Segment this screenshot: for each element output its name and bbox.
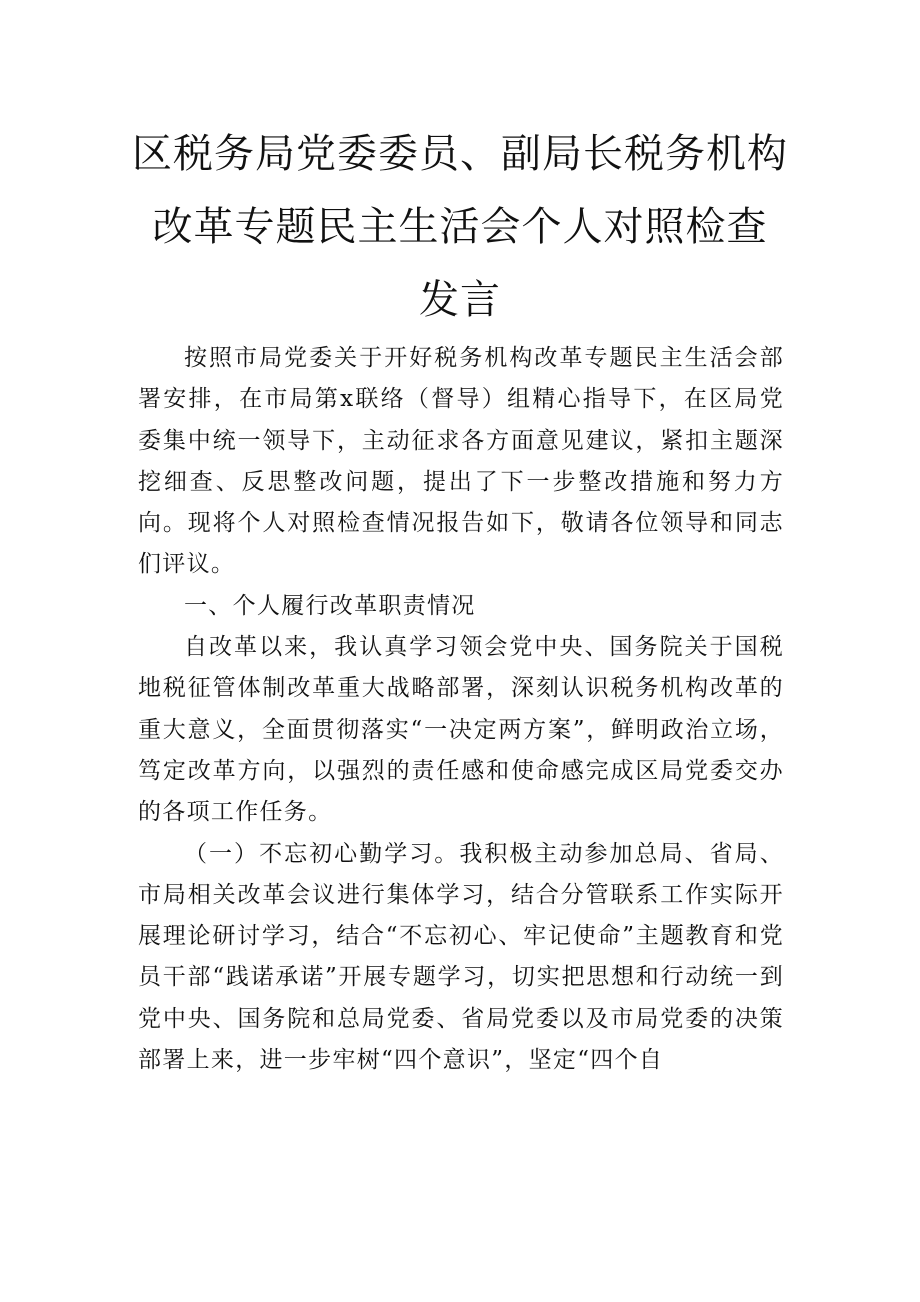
title-line-3: 发言 (419, 277, 501, 323)
document-body (138, 338, 784, 1081)
title-line-2: 改革专题民主生活会个人对照检查 (152, 204, 768, 250)
title-line-1: 区税务局党委委员、副局长税务机构 (132, 131, 788, 177)
section-heading-1: 一、个人履行改革职责情况 (184, 592, 476, 619)
subsection-paragraph-1: （一）不忘初心勤学习。我积极主动参加总局、省局、市局相关改革会议进行集体学习，结合分管联系工作实际开展理论研讨学习，结合“不忘初心、牢记使命”主题教育和党员干部“践诺承诺”开展专题学习，切实把思想和行动统一到党中央、国务院和总局党委、省局党委以及市局党委的决策部署上来，进一步牢树“四个意识”，坚定“四个自 (138, 840, 784, 1074)
document-title (100, 118, 820, 337)
intro-paragraph: 按照市局党委关于开好税务机构改革专题民主生活会部署安排，在市局第x联络（督导）组精心指导下，在区局党委集中统一领导下，主动征求各方面意见建议，紧扣主题深挖细查、反思整改问题，提出了下一步整改措施和努力方向。现将个人对照检查情况报告如下，敬请各位领导和同志们评议。 (138, 345, 784, 578)
body-paragraph-1: 自改革以来，我认真学习领会党中央、国务院关于国税地税征管体制改革重大战略部署，深刻认识税务机构改革的重大意义，全面贯彻落实“一决定两方案”，鲜明政治立场，笃定改革方向，以强烈的责任感和使命感完成区局党委交办的各项工作任务。 (138, 634, 784, 826)
